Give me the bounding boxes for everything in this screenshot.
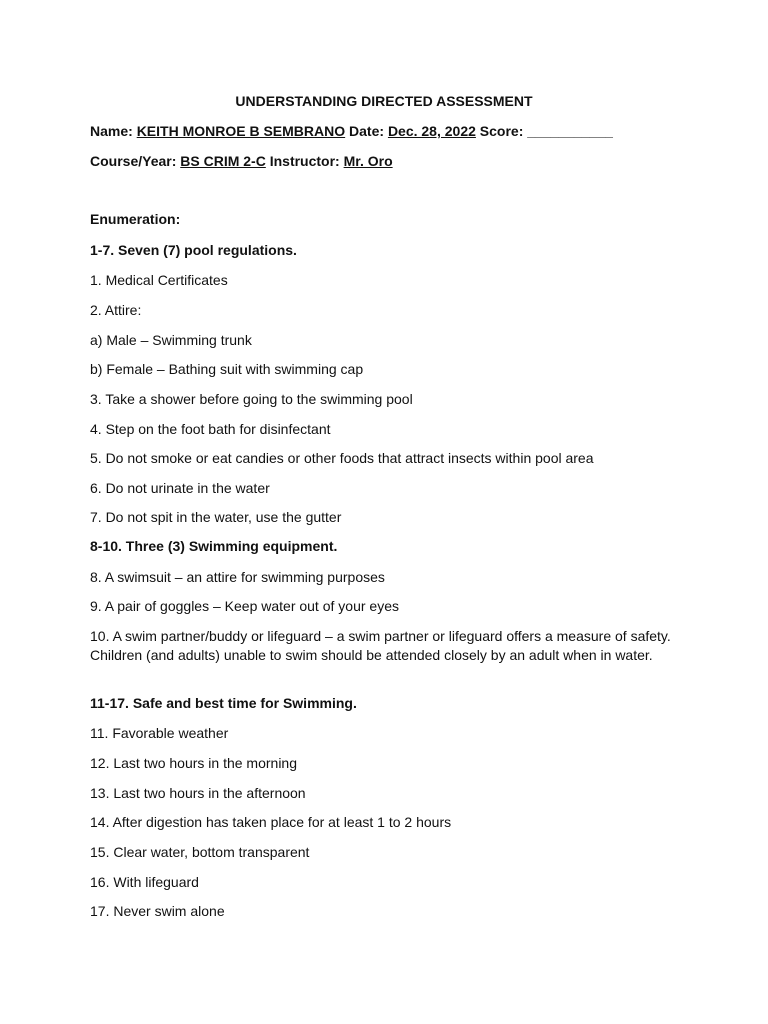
name-line xyxy=(90,123,613,139)
list-item: 9. A pair of goggles – Keep water out of your eyes xyxy=(90,598,399,614)
instructor-value: Mr. Oro xyxy=(343,153,393,169)
list-item: 6. Do not urinate in the water xyxy=(90,480,270,496)
name-label: Name: xyxy=(90,123,133,139)
list-item: 7. Do not spit in the water, use the gutter xyxy=(90,509,342,525)
date-value: Dec. 28, 2022 xyxy=(387,123,476,139)
list-item: 8. A swimsuit – an attire for swimming purposes xyxy=(90,569,385,585)
section-heading-regulations: 1-7. Seven (7) pool regulations. xyxy=(90,242,297,258)
section-heading-safe-time: 11-17. Safe and best time for Swimming. xyxy=(90,695,357,711)
list-item: 1. Medical Certificates xyxy=(90,272,228,288)
section-heading-equipment: 8-10. Three (3) Swimming equipment. xyxy=(90,538,338,554)
course-value: BS CRIM 2-C xyxy=(180,153,266,169)
list-item: 11. Favorable weather xyxy=(90,725,229,741)
list-item: 17. Never swim alone xyxy=(90,903,225,919)
date-label: Date: xyxy=(349,123,385,139)
list-item: 13. Last two hours in the afternoon xyxy=(90,785,306,801)
list-item: 14. After digestion has taken place for at least 1 to 2 hours xyxy=(90,814,452,830)
score-value: ___________ xyxy=(527,123,613,139)
name-value: KEITH MONROE B SEMBRANO xyxy=(136,123,346,139)
course-line xyxy=(90,153,393,169)
list-item: 4. Step on the foot bath for disinfectant xyxy=(90,421,331,437)
list-item: 5. Do not smoke or eat candies or other foods that attract insects within pool area xyxy=(90,450,594,466)
list-item: 10. A swim partner/buddy or lifeguard – a swim partner or lifeguard offers a measure of safety. Children (and adults) unable to swim should be attended closely by an adult when in water. xyxy=(90,628,671,663)
score-label: Score: xyxy=(479,123,524,139)
list-item: 12. Last two hours in the morning xyxy=(90,755,298,771)
list-item: b) Female – Bathing suit with swimming cap xyxy=(90,361,364,377)
list-item: a) Male – Swimming trunk xyxy=(90,332,252,348)
list-item: 16. With lifeguard xyxy=(90,874,199,890)
document-title: UNDERSTANDING DIRECTED ASSESSMENT xyxy=(235,93,533,109)
list-item: 2. Attire: xyxy=(90,302,142,318)
course-label: Course/Year: xyxy=(90,153,177,169)
instructor-label: Instructor: xyxy=(269,153,340,169)
enumeration-heading: Enumeration: xyxy=(90,211,181,227)
list-item: 3. Take a shower before going to the swimming pool xyxy=(90,391,413,407)
list-item: 15. Clear water, bottom transparent xyxy=(90,844,310,860)
